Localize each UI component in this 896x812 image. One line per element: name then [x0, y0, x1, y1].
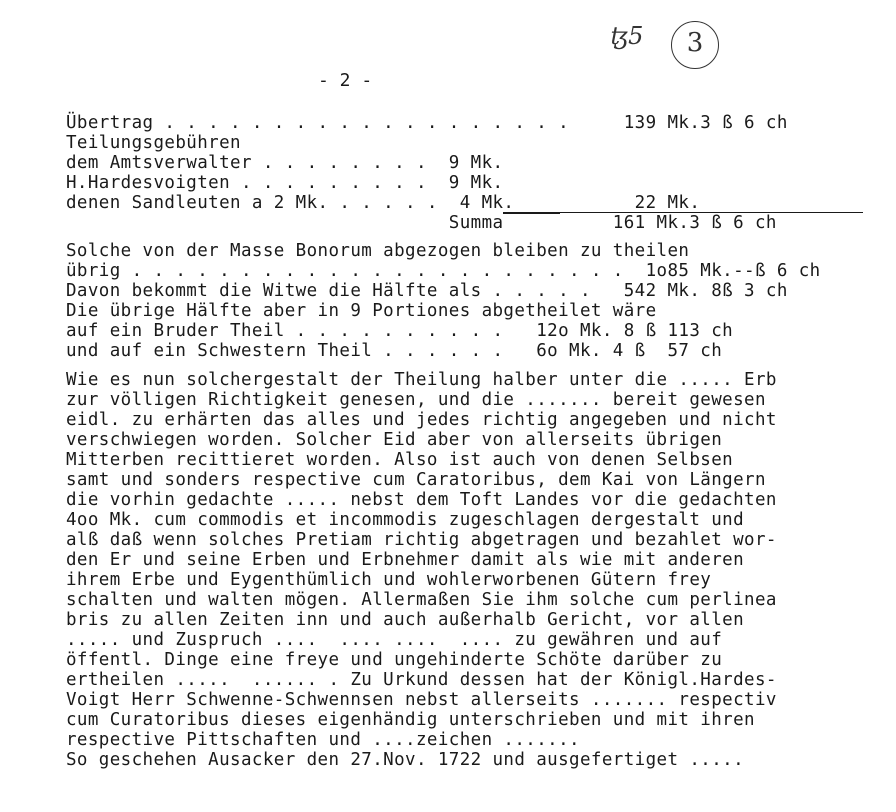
body-line: zur völligen Richtigkeit genesen, und die ....... bereit gewesen [66, 390, 766, 410]
body-line: bris zu allen Zeiten inn und auch außerhalb Gericht, vor allen [66, 610, 745, 630]
body-line: ..... und Zuspruch .... .... .... .... zu gewähren und auf [66, 630, 723, 650]
division-line: Die übrige Hälfte aber in 9 Portiones abgetheilet wäre [66, 301, 657, 321]
account-line-heading: Teilungsgebühren [66, 133, 241, 153]
body-line: respective Pittschaften und ....zeichen ....... [66, 730, 580, 750]
body-line: den Er und seine Erben und Erbnehmer damit als wie mit anderen [66, 550, 745, 570]
body-line: verschwiegen worden. Solcher Eid aber von allerseits übrigen [66, 430, 723, 450]
body-line: Mitterben recittieret worden. Also ist auch von denen Selbsen [66, 450, 734, 470]
body-line: ertheilen ..... ...... . Zu Urkund dessen hat der Königl.Hardes- [66, 670, 777, 690]
account-line-amtsverwalter: dem Amtsverwalter . . . . . . . . 9 Mk. [66, 153, 504, 173]
circled-number-text: 3 [686, 28, 704, 58]
body-line: So geschehen Ausacker den 27.Nov. 1722 und ausgefertiget ..... [66, 750, 745, 770]
circled-number [671, 21, 719, 69]
page-number: - 2 - [318, 70, 373, 91]
body-line: Voigt Herr Schwenne-Schwennsen nebst allerseits ....... respectiv [66, 690, 777, 710]
division-line: und auf ein Schwestern Theil . . . . . . 6o Mk. 4 ß 57 ch [66, 341, 723, 361]
division-line: übrig . . . . . . . . . . . . . . . . . . . . . . . 1o85 Mk.--ß 6 ch [66, 261, 821, 281]
body-line: öffentl. Dinge eine freye und ungehinderte Schöte darüber zu [66, 650, 723, 670]
body-line: samt und sonders respective cum Caratoribus, dem Kai von Längern [66, 470, 766, 490]
body-line: ihrem Erbe und Eygenthümlich und wohlerworbenen Gütern frey [66, 570, 712, 590]
handwritten-annotation: ꜩ5 [610, 22, 644, 50]
division-line: Solche von der Masse Bonorum abgezogen bleiben zu theilen [66, 241, 690, 261]
body-line: eidl. zu erhärten das alles und jedes richtig angegeben und nicht [66, 410, 777, 430]
body-line: alß daß wenn solches Pretiam richtig abgetragen und bezahlet wor- [66, 530, 777, 550]
account-line-sandleute: denen Sandleuten a 2 Mk. . . . . . 4 Mk. 22 Mk. [66, 193, 701, 213]
body-line: schalten und walten mögen. Allermaßen Sie ihm solche cum perlinea [66, 590, 777, 610]
body-line: cum Curatoribus dieses eigenhändig unterschrieben und mit ihren [66, 710, 755, 730]
division-line: auf ein Bruder Theil . . . . . . . . . . 12o Mk. 8 ß 113 ch [66, 321, 734, 341]
account-line-hardesvoigt: H.Hardesvoigten . . . . . . . . . 9 Mk. [66, 173, 504, 193]
account-line-carryover: Übertrag . . . . . . . . . . . . . . . . . . . 139 Mk.3 ß 6 ch [66, 113, 788, 133]
account-line-summa: Summa 161 Mk.3 ß 6 ch [66, 213, 777, 233]
body-line: 4oo Mk. cum commodis et incommodis zugeschlagen dergestalt und [66, 510, 745, 530]
body-line: Wie es nun solchergestalt der Theilung halber unter die ..... Erb [66, 370, 777, 390]
division-line: Davon bekommt die Witwe die Hälfte als . . . . . 542 Mk. 8ß 3 ch [66, 281, 788, 301]
body-line: die vorhin gedachte ..... nebst dem Toft Landes vor die gedachten [66, 490, 777, 510]
